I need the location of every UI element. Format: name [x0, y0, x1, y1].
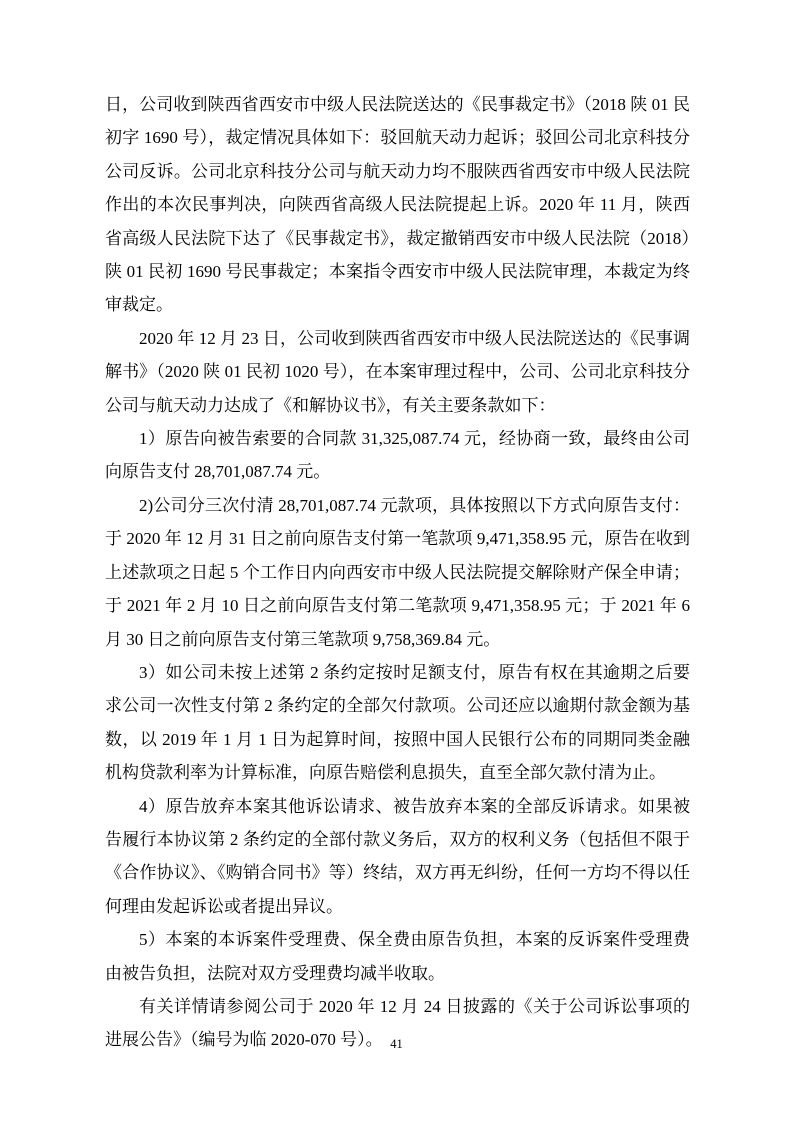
paragraph-reference: 有关详情请参阅公司于 2020 年 12 月 24 日披露的《关于公司诉讼事项的进展公告》（编号为临 2020-070 号）。: [105, 996, 690, 1050]
paragraph-mediation: 2020 年 12 月 23 日，公司收到陕西省西安市中级人民法院送达的《民事调解书》（2020 陕 01 民初 1020 号），在本案审理过程中，公司、公司北京科技分公司与航天动力达成了《和解协议书》，有关主要条款如下：: [105, 328, 690, 415]
paragraph-clause-1: 1）原告向被告索要的合同款 31,325,087.74 元，经协商一致，最终由公司向原告支付 28,701,087.74 元。: [105, 429, 690, 482]
page-number: 41: [390, 1037, 403, 1051]
paragraph-clause-3: 3）如公司未按上述第 2 条约定按时足额支付，原告有权在其逾期之后要求公司一次性支付第 2 条约定的全部欠付款项。公司还应以逾期付款金额为基数，以 2019 年 1 月 1 日为起算时间，按照中国人民银行公布的同期同类金融机构贷款利率为计算标准，向原告赔偿利息损失，直至全部欠款付清为止。: [105, 662, 690, 783]
paragraph-court-ruling: 日，公司收到陕西省西安市中级人民法院送达的《民事裁定书》（2018 陕 01 民初字 1690 号），裁定情况具体如下：驳回航天动力起诉；驳回公司北京科技分公司反诉。公司北京科技分公司与航天动力均不服陕西省西安市中级人民法院作出的本次民事判决，向陕西省高级人民法院提起上诉。2020 年 11 月，陕西省高级人民法院下达了《民事裁定书》，裁定撤销西安市中级人民法院（2018）陕 01 民初 1690 号民事裁定；本案指令西安市中级人民法院审理，本裁定为终审裁定。: [105, 95, 690, 315]
paragraph-clause-2: 2)公司分三次付清 28,701,087.74 元款项，具体按照以下方式向原告支付：于 2020 年 12 月 31 日之前向原告支付第一笔款项 9,471,358.95 元，原告在收到上述款项之日起 5 个工作日内向西安市中级人民法院提交解除财产保全申请；于 2021 年 2 月 10 日之前向原告支付第二笔款项 9,471,358.95 元；于 2021 年 6 月 30 日之前向原告支付第三笔款项 9,758,369.84 元。: [105, 495, 690, 649]
paragraph-clause-4: 4）原告放弃本案其他诉讼请求、被告放弃本案的全部反诉请求。如果被告履行本协议第 2 条约定的全部付款义务后，双方的权利义务（包括但不限于《合作协议》、《购销合同书》等）终结，双方再无纠纷，任何一方均不得以任何理由发起诉讼或者提出异议。: [105, 796, 690, 916]
document-body: [105, 88, 690, 1057]
paragraph-clause-5: 5）本案的本诉案件受理费、保全费由原告负担，本案的反诉案件受理费由被告负担，法院对双方受理费均减半收取。: [105, 930, 690, 983]
